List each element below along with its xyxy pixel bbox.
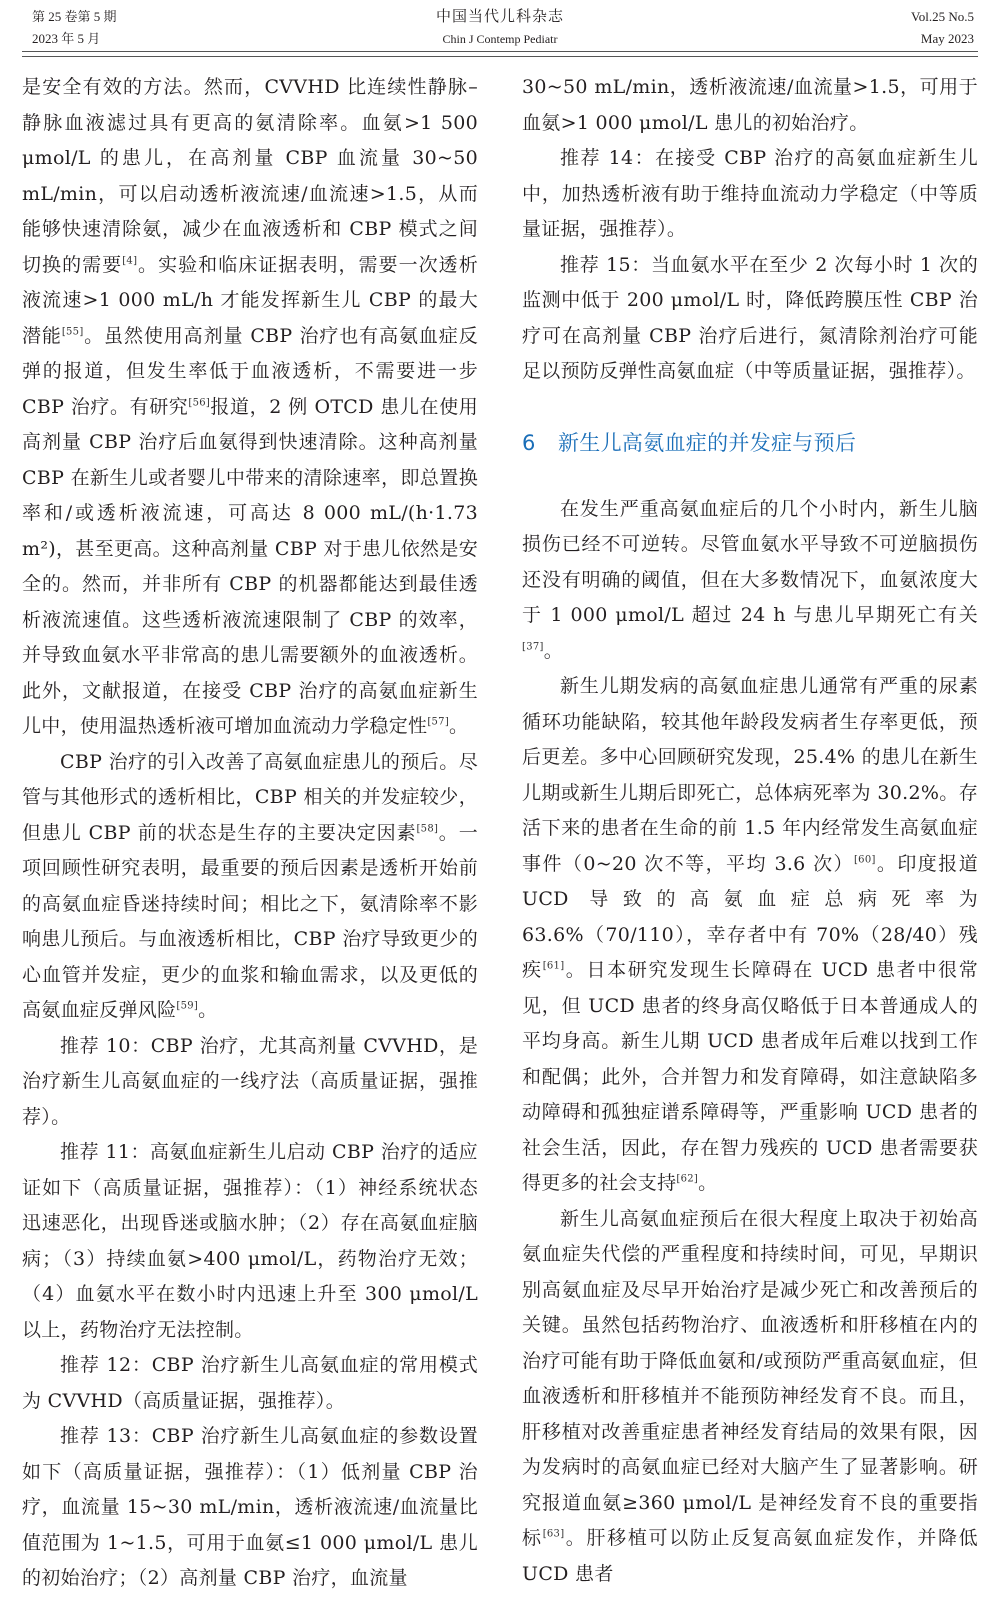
paragraph: CBP 治疗的引入改善了高氨血症患儿的预后。尽管与其他形式的透析相比，CBP 相关的并发症较少，但患儿 CBP 前的状态是生存的主要决定因素[58]。一项回顾性研究表明，最重要的预后因素是透析开始前的高氨血症昏迷持续时间；相比之下，氨清除率不影响患儿预后。与血液透析相比，CBP 治疗导致更少的心血管并发症，更少的血浆和输血需求，以及更低的高氨血症反弹风险[59]。 xyxy=(22,750,478,1021)
journal-title-en: Chin J Contemp Pediatr xyxy=(442,32,558,46)
section-heading xyxy=(522,428,978,458)
recommendation-11: 推荐 11：高氨血症新生儿启动 CBP 治疗的适应证如下（高质量证据，强推荐）：（1）神经系统状态迅速恶化，出现昏迷或脑水肿；（2）存在高氨血症脑病；（3）持续血氨>400 μmol/L，药物治疗无效；（4）血氨水平在数小时内迅速上升至 300 μmol/L 以上，药物治疗无法控制。 xyxy=(22,1141,478,1341)
citation[interactable]: [61] xyxy=(542,960,565,972)
citation[interactable]: [59] xyxy=(176,1000,199,1012)
recommendation-10: 推荐 10：CBP 治疗，尤其高剂量 CVVHD，是治疗新生儿高氨血症的一线疗法（高质量证据，强推荐）。 xyxy=(22,1034,478,1128)
recommendation-12: 推荐 12：CBP 治疗新生儿高氨血症的常用模式为 CVVHD（高质量证据，强推荐）。 xyxy=(22,1354,478,1412)
citation[interactable]: [63] xyxy=(542,1528,565,1540)
header-center xyxy=(22,6,978,50)
date-en: May 2023 xyxy=(920,31,974,46)
journal-title-cn: 中国当代儿科杂志 xyxy=(435,9,564,25)
header-right xyxy=(911,6,974,50)
citation[interactable]: [60] xyxy=(853,854,876,866)
paragraph: 新生儿高氨血症预后在很大程度上取决于初始高氨血症失代偿的严重程度和持续时间，可见，早期识别高氨血症及尽早开始治疗是减少死亡和改善预后的关键。虽然包括药物治疗、血液透析和肝移植在内的治疗可能有助于降低血氨和/或预防严重高氨血症，但血液透析和肝移植并不能预防神经发育不良。而且，肝移植对改善重症患者神经发育结局的效果有限，因为发病时的高氨血症已经对大脑产生了显著影响。研究报道血氨≥360 μmol/L 是神经发育不良的重要指标[63]。肝移植可以防止反复高氨血症发作，并降低 UCD 患者 xyxy=(522,1207,978,1585)
paragraph: 在发生严重高氨血症后的几个小时内，新生儿脑损伤已经不可逆转。尽管血氨水平导致不可逆脑损伤还没有明确的阈值，但在大多数情况下，血氨浓度大于 1 000 μmol/L 超过 24 h 与患儿早期死亡有关[37]。 xyxy=(522,497,978,662)
volume-issue-cn: 第 25 卷第 5 期 xyxy=(32,9,117,24)
recommendation-14: 推荐 14：在接受 CBP 治疗的高氨血症新生儿中，加热透析液有助于维持血流动力学稳定（中等质量证据，强推荐）。 xyxy=(522,147,978,240)
date-cn: 2023 年 5 月 xyxy=(32,31,101,46)
citation[interactable]: [56] xyxy=(188,397,211,409)
running-header xyxy=(22,4,978,50)
section-title: 新生儿高氨血症的并发症与预后 xyxy=(558,430,857,455)
citation[interactable]: [37] xyxy=(522,641,544,653)
recommendation-13: 推荐 13：CBP 治疗新生儿高氨血症的参数设置如下（高质量证据，强推荐）：（1）低剂量 CBP 治疗，血流量 15~30 mL/min，透析液流速/血流量比值范围为 1~1.5，可用于血氨≤1 000 μmol/L 患儿的初始治疗；（2）高剂量 CBP 治疗，血流量 xyxy=(22,1425,478,1589)
volume-issue-en: Vol.25 No.5 xyxy=(911,9,974,24)
right-column xyxy=(522,70,978,1592)
recommendation-15: 推荐 15：当血氨水平在至少 2 次每小时 1 次的监测中低于 200 μmol/L 时，降低跨膜压性 CBP 治疗可在高剂量 CBP 治疗后进行，氮清除剂治疗可能足以预防反弹性高氨血症（中等质量证据，强推荐）。 xyxy=(522,253,978,382)
citation[interactable]: [62] xyxy=(676,1173,699,1185)
citation[interactable]: [55] xyxy=(61,326,84,338)
section-number: 6 xyxy=(522,430,536,455)
left-column xyxy=(22,70,478,1597)
citation[interactable]: [58] xyxy=(416,823,439,835)
header-double-rule xyxy=(22,51,978,57)
citation[interactable]: [4] xyxy=(122,255,138,267)
paragraph: 新生儿期发病的高氨血症患儿通常有严重的尿素循环功能缺陷，较其他年龄段发病者生存率更低，预后更差。多中心回顾研究发现，25.4% 的患儿在新生儿期或新生儿期后即死亡，总体病死率为 30.2%。存活下来的患者在生命的前 1.5 年内经常发生高氨血症事件（0~20 次不等，平均 3.6 次）[60]。印度报道 UCD 导致的高氨血症总病死率为 63.6%（70/110），幸存者中有 70%（28/40）残疾[61]。日本研究发现生长障碍在 UCD 患者中很常见，但 UCD 患者的终身高仅略低于日本普通成人的平均身高。新生儿期 UCD 患者成年后难以找到工作和配偶；此外，合并智力和发育障碍，如注意缺陷多动障碍和孤独症谱系障碍等，严重影响 UCD 患者的社会生活，因此，存在智力残疾的 UCD 患者需要获得更多的社会支持[62]。 xyxy=(522,675,978,1194)
paragraph-continued: 30~50 mL/min，透析液流速/血流量>1.5，可用于血氨>1 000 μmol/L 患儿的初始治疗。 xyxy=(522,76,978,134)
paragraph: 是安全有效的方法。然而，CVVHD 比连续性静脉–静脉血液滤过具有更高的氨清除率。血氨>1 500 μmol/L 的患儿，在高剂量 CBP 血流量 30~50 mL/min，可以启动透析液流速/血流速>1.5，从而能够快速清除氨，减少在血液透析和 CBP 模式之间切换的需要[4]。实验和临床证据表明，需要一次透析液流速>1 000 mL/h 才能发挥新生儿 CBP 的最大潜能[55]。虽然使用高剂量 CBP 治疗也有高氨血症反弹的报道，但发生率低于血液透析，不需要进一步 CBP 治疗。有研究[56]报道，2 例 OTCD 患儿在使用高剂量 CBP 治疗后血氨得到快速清除。这种高剂量 CBP 在新生儿或者婴儿中带来的清除速率，即总置换率和/或透析液流速，可高达 8 000 mL/(h·1.73 m²)，甚至更高。这种高剂量 CBP 对于患儿依然是安全的。然而，并非所有 CBP 的机器都能达到最佳透析液流速值。这些透析液流速限制了 CBP 的效率，并导致血氨水平非常高的患儿需要额外的血液透析。此外，文献报道，在接受 CBP 治疗的高氨血症新生儿中，使用温热透析液可增加血流动力学稳定性[57]。 xyxy=(22,76,478,737)
citation[interactable]: [57] xyxy=(427,716,450,728)
